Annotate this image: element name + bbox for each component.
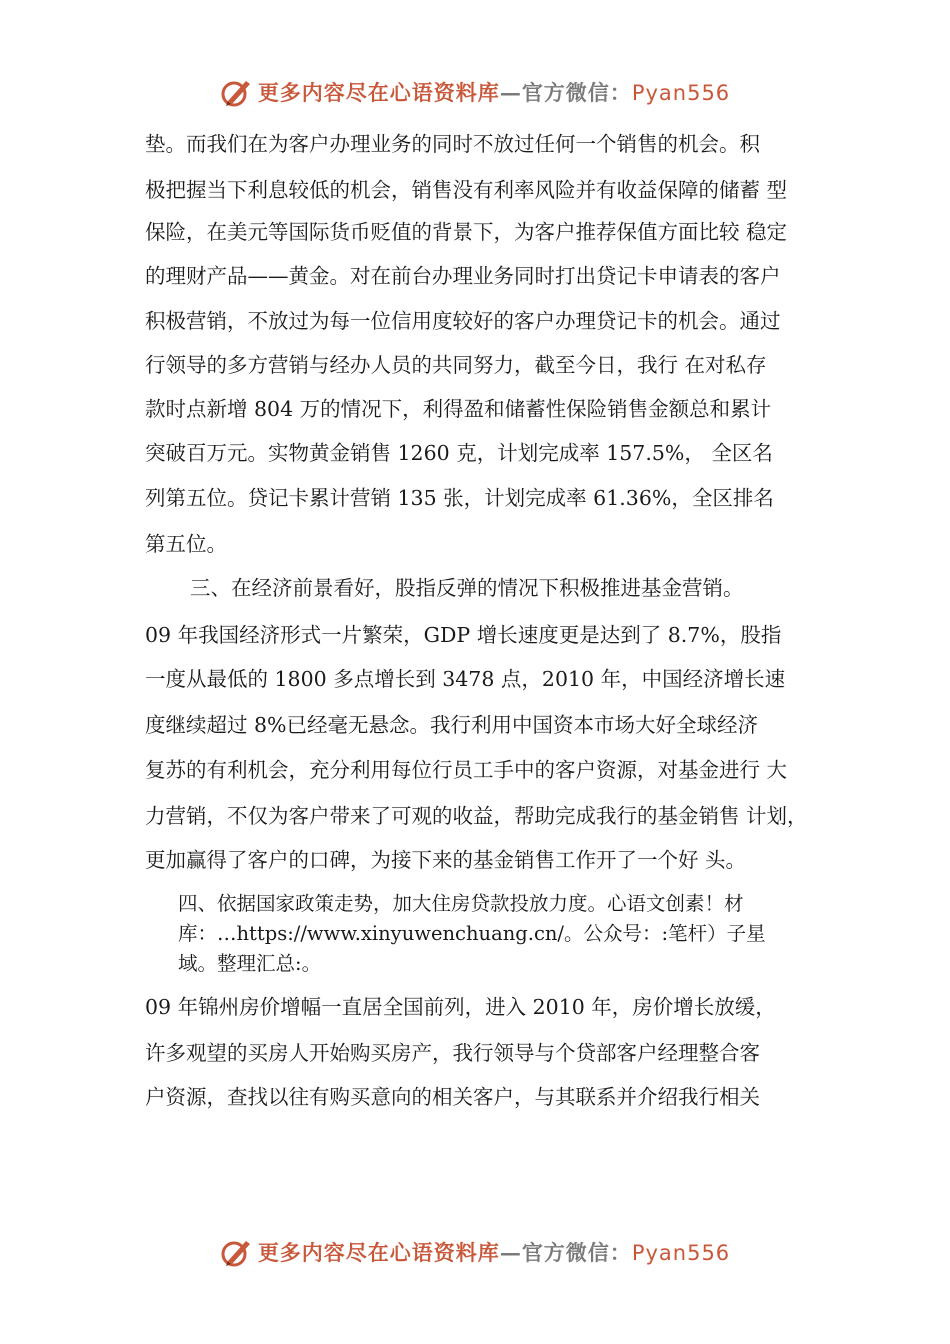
banner-site: 更多内容尽在心语资料库: [257, 80, 500, 105]
section-heading: 四、依据国家政策走势，加大住房贷款投放力度。心语文创素！材: [178, 892, 744, 915]
text-line: 突破百万元。实物黄金销售 1260 克，计划完成率 157.5%， 全区名: [145, 441, 773, 465]
pen-logo-icon: [220, 1235, 254, 1269]
text-line: 09 年我国经济形式一片繁荣，GDP 增长速度更是达到了 8.7%，股指: [145, 623, 782, 647]
banner-dash: —: [499, 1240, 522, 1265]
banner-site: 更多内容尽在心语资料库: [257, 1240, 500, 1265]
text-line: 更加赢得了客户的口碑，为接下来的基金销售工作开了一个好 头。: [145, 848, 747, 872]
text-line: 度继续超过 8%已经毫无悬念。我行利用中国资本市场大好全球经济: [145, 713, 759, 737]
pen-logo-icon: [220, 75, 254, 109]
text-line: 许多观望的买房人开始购买房产，我行领导与个贷部客户经理整合客: [145, 1041, 760, 1065]
banner-text: [258, 1237, 730, 1267]
header-banner: [0, 67, 950, 117]
text-line: 保险，在美元等国际货币贬值的背景下，为客户推荐保值方面比较 稳定: [145, 220, 788, 244]
footer-banner: [0, 1227, 950, 1277]
text-line: 列第五位。贷记卡累计营销 135 张，计划完成率 61.36%，全区排名: [145, 486, 774, 510]
banner-account: Pyan556: [631, 1241, 731, 1265]
text-line: 极把握当下利息较低的机会，销售没有利率风险并有收益保障的储蓄 型: [145, 178, 788, 202]
text-line: 款时点新增 804 万的情况下，利得盈和储蓄性保险销售金额总和累计: [145, 397, 772, 421]
text-line: 积极营销，不放过为每一位信用度较好的客户办理贷记卡的机会。通过: [145, 309, 781, 333]
text-line: 域。整理汇总:。: [178, 952, 322, 975]
banner-label: 官方微信：: [521, 1240, 632, 1265]
text-line: 垫。而我们在为客户办理业务的同时不放过任何一个销售的机会。积: [145, 132, 760, 156]
text-line: 一度从最低的 1800 多点增长到 3478 点，2010 年，中国经济增长速: [145, 667, 786, 691]
banner-label: 官方微信：: [521, 80, 632, 105]
text-line: 09 年锦州房价增幅一直居全国前列，进入 2010 年，房价增长放缓，: [145, 995, 776, 1019]
text-line: 的理财产品——黄金。对在前台办理业务同时打出贷记卡申请表的客户: [145, 264, 781, 288]
text-line: 复苏的有利机会，充分利用每位行员工手中的客户资源，对基金进行 大: [145, 758, 788, 782]
banner-account: Pyan556: [631, 81, 731, 105]
text-line: 库：…https://www.xinyuwenchuang.cn/。公众号：:笔杆）子星: [178, 922, 766, 945]
text-line: 行领导的多方营销与经办人员的共同努力，截至今日，我行 在对私存: [145, 353, 767, 377]
banner-text: [258, 77, 730, 107]
text-line: 第五位。: [145, 532, 227, 556]
banner-dash: —: [499, 80, 522, 105]
text-line: 户资源，查找以往有购买意向的相关客户，与其联系并介绍我行相关: [145, 1085, 760, 1109]
section-heading: 三、在经济前景看好，股指反弹的情况下积极推进基金营销。: [190, 576, 744, 600]
text-line: 力营销，不仅为客户带来了可观的收益，帮助完成我行的基金销售 计划，: [145, 804, 808, 828]
